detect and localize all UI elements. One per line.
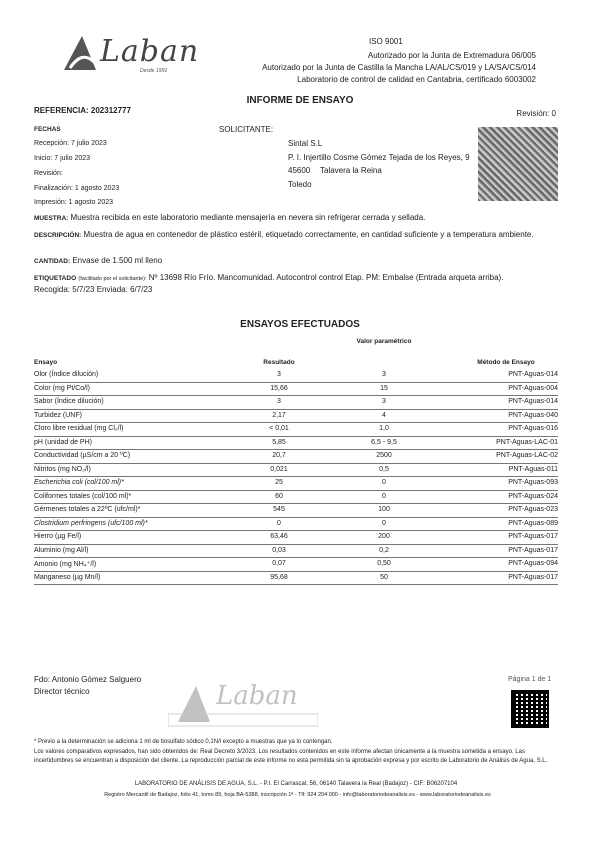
etiquetado-line — [34, 273, 558, 282]
resultado-cell: 3 — [277, 371, 281, 378]
date-revision: Revisión: — [34, 170, 63, 177]
results-header — [34, 338, 558, 369]
logo-since: Desde 1959 — [140, 68, 167, 74]
valor-cell: 3 — [382, 371, 386, 378]
ensayo-cell: Cloro libre residual (mg Cl₂/l) — [34, 425, 124, 432]
ensayo-cell: Manganeso (µg Mn/l) — [34, 573, 101, 581]
resultado-cell: 95,68 — [270, 573, 288, 581]
resultado-cell: 0,021 — [270, 465, 288, 473]
table-row — [34, 531, 558, 545]
dates-heading: FECHAS — [34, 126, 61, 133]
date-finalizacion: Finalización: 1 agosto 2023 — [34, 185, 120, 192]
table-row — [34, 437, 558, 451]
metodo-cell: PNT-Aguas-089 — [508, 519, 558, 527]
report-title: INFORME DE ENSAYO — [246, 95, 354, 106]
client-label: SOLICITANTE: — [219, 125, 274, 134]
note-legal: Los valores comparativos expresados, han sido obtenidos de: Real Decreto 3/2023. Los resultados contenidos en este informe afectan únicamente a la muestra sometida a ensayo. Las incertidumbres se encuentran a disposición del cliente. La reproducción parcial de este informe no está permitida sin la aprobación expresa y por escrito de Laboratorio de Análisis de Agua, S.L. — [34, 749, 548, 764]
note-tiosulfato: * Previo a la determinación se adiciona 1 ml de tiosulfato sódico 0,1N/l excepto a muestras que ya lo contengan. — [34, 739, 333, 745]
table-row — [34, 423, 558, 437]
qr-code — [511, 690, 549, 728]
muestra-text: Muestra recibida en este laboratorio mediante mensajería en nevera sin refrigerar cerrada y sellada. — [70, 213, 426, 222]
cantidad-text: Envase de 1.500 ml lleno — [72, 256, 163, 265]
header-metodo: Método de Ensayo — [477, 359, 535, 366]
metodo-cell: PNT-Aguas-093 — [508, 479, 558, 486]
valor-cell: 0,2 — [379, 546, 389, 554]
reference: REFERENCIA: 202312777 — [34, 106, 131, 115]
etiquetado-text: Nº 13698 Río Frío. Mancomunidad. Autocontrol control Etap. PM: Embalse (Entrada arqueta arriba). — [148, 273, 504, 282]
metodo-cell: PNT-Aguas-LAC-01 — [496, 438, 558, 446]
metodo-cell: PNT-Aguas-011 — [508, 465, 558, 473]
client-name: Sintal S.L — [288, 139, 323, 148]
metodo-cell: PNT-Aguas-023 — [508, 506, 558, 513]
descripcion-line — [34, 230, 558, 241]
ensayo-cell: Turbidez (UNF) — [34, 411, 82, 419]
muestra-line — [34, 213, 558, 222]
ensayo-cell: pH (unidad de PH) — [34, 438, 92, 446]
client-address: P. I. Injertillo Cosme Gómez Tejada de los Reyes, 9 — [288, 153, 470, 162]
resultado-cell: 0,07 — [272, 560, 286, 567]
signer-role: Director técnico — [34, 687, 90, 696]
etiquetado-note: (facilitado por el solicitante): — [78, 276, 147, 282]
table-row — [34, 572, 558, 586]
logo-text: Laban — [100, 34, 200, 69]
metodo-cell: PNT-Aguas-014 — [508, 371, 558, 378]
triangle-logo-icon — [60, 32, 100, 74]
svg-text:Laban: Laban — [216, 681, 298, 711]
table-row — [34, 518, 558, 532]
resultado-cell: 20,7 — [272, 452, 286, 459]
resultado-cell: 63,46 — [270, 533, 288, 540]
metodo-cell: PNT-Aguas-014 — [508, 398, 558, 405]
valor-cell: 0 — [382, 479, 386, 486]
client-province: Toledo — [288, 180, 312, 189]
client-city: Talavera la Reina — [320, 166, 382, 175]
metodo-cell: PNT-Aguas-017 — [508, 573, 558, 581]
table-row — [34, 464, 558, 478]
table-row — [34, 396, 558, 410]
auth-line-1: Autorizado por la Junta de Extremadura 06/005 — [367, 51, 536, 60]
ensayo-cell: Hierro (µg Fe/l) — [34, 533, 82, 540]
ensayo-cell: Color (mg Pt/Co/l) — [34, 384, 91, 392]
valor-cell: 0,50 — [377, 560, 391, 567]
table-row — [34, 369, 558, 383]
header-ensayo: Ensayo — [34, 359, 58, 366]
footer-line-1: LABORATORIO DE ANÁLISIS DE AGUA, S.L. - P.I. El Carrascal, 56, 06140 Talavera la Real (Badajoz) - CIF: B06207104 — [134, 781, 458, 787]
table-row — [34, 491, 558, 505]
iso-label: ISO 9001 — [369, 37, 403, 46]
resultado-cell: 25 — [275, 479, 283, 486]
resultado-cell: 0,03 — [272, 546, 286, 554]
ensayo-cell: Aluminio (mg Al/l) — [34, 546, 89, 554]
metodo-cell: PNT-Aguas-004 — [508, 384, 558, 392]
valor-cell: 0 — [382, 492, 386, 500]
etiquetado-label: ETIQUETADO — [34, 275, 77, 282]
results-table — [34, 338, 558, 585]
cantidad-line — [34, 256, 162, 265]
stamp-seal — [168, 672, 318, 732]
valor-cell: 2500 — [376, 452, 392, 459]
valor-cell: 50 — [380, 573, 388, 581]
valor-cell: 200 — [378, 533, 390, 540]
metodo-cell: PNT-Aguas-016 — [508, 425, 558, 432]
ensayo-cell: Olor (Índice dilución) — [34, 371, 99, 378]
sample-label-photo — [478, 127, 558, 201]
valor-cell: 0 — [382, 519, 386, 527]
ensayo-cell: Coliformes totales (col/100 ml)* — [34, 492, 132, 500]
date-recepcion: Recepción: 7 julio 2023 — [34, 140, 107, 147]
resultado-cell: 15,66 — [270, 384, 288, 392]
metodo-cell: PNT-Aguas-LAC-02 — [496, 452, 558, 459]
metodo-cell: PNT-Aguas-094 — [508, 560, 558, 567]
table-row — [34, 558, 558, 572]
metodo-cell: PNT-Aguas-024 — [508, 492, 558, 500]
valor-cell: 100 — [378, 506, 390, 513]
ensayo-cell: Nitritos (mg NO₂/l) — [34, 465, 91, 473]
ensayo-cell: Amonio (mg NH₄⁺/l) — [34, 561, 97, 568]
ensayo-cell: Clostridium perfringens (ufc/100 ml)* — [34, 519, 148, 527]
valor-cell: 0,5 — [379, 465, 389, 473]
valor-cell: 15 — [380, 384, 388, 392]
table-row — [34, 450, 558, 464]
auth-line-3: Laboratorio de control de calidad en Cantabria, certificado 6003002 — [297, 75, 536, 84]
table-row — [34, 504, 558, 518]
resultado-cell: < 0,01 — [269, 425, 289, 432]
resultado-cell: 0 — [277, 519, 281, 527]
auth-line-2: Autorizado por la Junta de Castilla la Mancha LA/AL/CS/019 y LA/SA/CS/014 — [262, 63, 536, 72]
header-valor: Valor paramétrico — [356, 338, 412, 345]
results-rows — [34, 369, 558, 585]
resultado-cell: 2,17 — [272, 411, 286, 419]
metodo-cell: PNT-Aguas-017 — [508, 533, 558, 540]
table-row — [34, 477, 558, 491]
valor-cell: 4 — [382, 411, 386, 419]
table-row — [34, 383, 558, 397]
ensayo-cell: Gérmenes totales a 22ºC (ufc/ml)* — [34, 506, 141, 513]
table-row — [34, 545, 558, 559]
resultado-cell: 3 — [277, 398, 281, 405]
resultado-cell: 545 — [273, 506, 285, 513]
table-row — [34, 410, 558, 424]
page-number: Página 1 de 1 — [508, 676, 552, 683]
revision: Revisión: 0 — [516, 109, 556, 118]
results-title: ENSAYOS EFECTUADOS — [240, 319, 360, 330]
ensayo-cell: Sabor (Índice dilución) — [34, 398, 104, 405]
resultado-cell: 60 — [275, 492, 283, 500]
ensayo-cell: Escherichia coli (col/100 ml)* — [34, 479, 124, 486]
signer-name: Fdo: Antonio Gómez Salguero — [34, 675, 142, 684]
recogida-line: Recogida: 5/7/23 Enviada: 6/7/23 — [34, 285, 153, 294]
company-logo — [60, 32, 210, 82]
resultado-cell: 5,85 — [272, 438, 286, 446]
header-resultado: Resultado — [263, 359, 295, 366]
descripcion-label: DESCRIPCIÓN: — [34, 232, 82, 239]
metodo-cell: PNT-Aguas-040 — [508, 411, 558, 419]
metodo-cell: PNT-Aguas-017 — [508, 546, 558, 554]
client-postal: 45600 — [288, 166, 311, 175]
muestra-label: MUESTRA: — [34, 215, 69, 222]
cantidad-label: CANTIDAD: — [34, 258, 71, 265]
date-inicio: Inicio: 7 julio 2023 — [34, 155, 91, 162]
footer-line-2: Registro Mercantil de Badajoz, folio 41, tomo 89, hoja BA-5388, inscripción 1ª - Tlf: 924 204 000 - info@laboratoriodeanalisis.es - www.laboratoriodeanalisis.es — [104, 792, 491, 798]
valor-cell: 6,5 - 9,5 — [371, 438, 397, 446]
valor-cell: 1,0 — [379, 425, 389, 432]
descripcion-text: Muestra de agua en contenedor de plástico estéril, etiquetado correctamente, en cantidad suficiente y a temperatura ambiente. — [83, 230, 534, 239]
valor-cell: 3 — [382, 398, 386, 405]
date-impresion: Impresión: 1 agosto 2023 — [34, 199, 113, 206]
ensayo-cell: Conductividad (µS/cm a 20 ºC) — [34, 452, 131, 459]
